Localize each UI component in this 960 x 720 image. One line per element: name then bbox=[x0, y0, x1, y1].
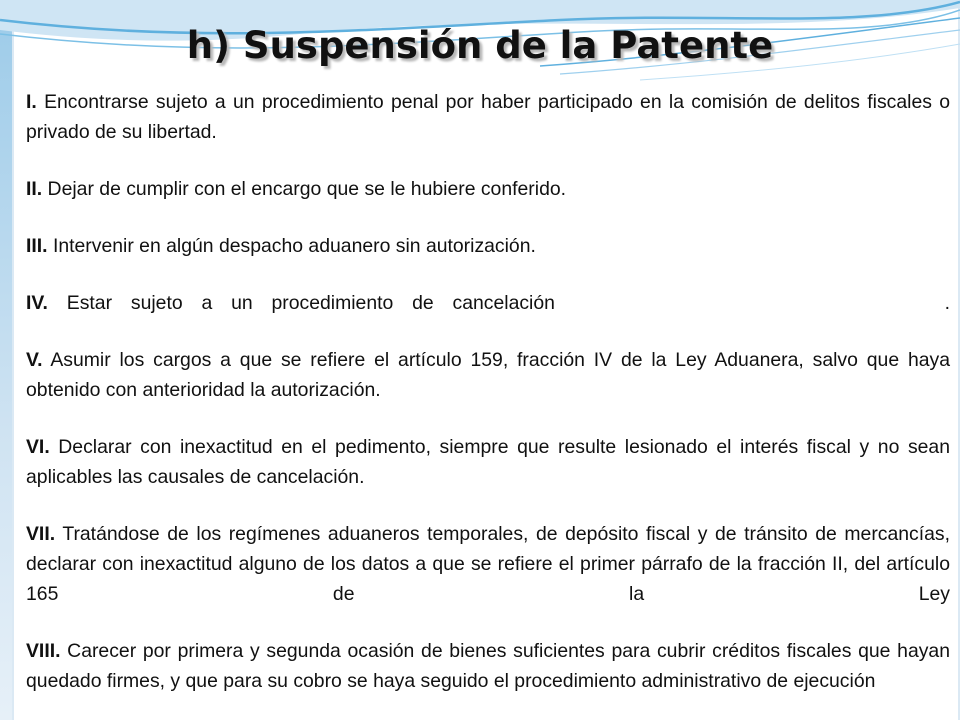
item-text: Encontrarse sujeto a un procedimiento penal por haber participado en la comisión de delitos fiscales o privado de su libertad. bbox=[26, 91, 950, 143]
item-number: VII. bbox=[26, 523, 56, 545]
item-number: VIII. bbox=[26, 640, 61, 662]
item-text: Carecer por primera y segunda ocasión de bienes suficientes para cubrir créditos fiscales que hayan quedado firmes, y que para su cobro se haya seguido el procedimiento administrativo de ejecución bbox=[26, 640, 950, 692]
list-item bbox=[26, 432, 950, 492]
list-item bbox=[26, 87, 950, 147]
list-item bbox=[26, 231, 950, 261]
item-text: Declarar con inexactitud en el pedimento, siempre que resulte lesionado el interés fiscal y no sean aplicables las causales de cancelación. bbox=[26, 436, 950, 488]
item-number: VI. bbox=[26, 436, 50, 458]
item-text: Tratándose de los regímenes aduaneros temporales, de depósito fiscal y de tránsito de mercancías, declarar con inexactitud alguno de los datos a que se refiere el primer párrafo de la fracción II, del artículo 165 de la Ley bbox=[26, 523, 950, 605]
item-number: V. bbox=[26, 349, 43, 371]
list-item bbox=[26, 519, 950, 609]
list-item bbox=[26, 345, 950, 405]
item-text: Dejar de cumplir con el encargo que se le hubiere conferido. bbox=[42, 178, 567, 200]
item-text: Estar sujeto a un procedimiento de cancelación bbox=[47, 292, 555, 314]
item-number: IV. bbox=[26, 292, 48, 314]
item-number: III. bbox=[26, 235, 48, 257]
slide-title: h) Suspensión de la Patente bbox=[186, 24, 774, 67]
item-tail: . bbox=[944, 292, 951, 314]
item-text: Intervenir en algún despacho aduanero sin autorización. bbox=[47, 235, 536, 257]
item-number: I. bbox=[26, 91, 37, 113]
list-item bbox=[26, 288, 950, 318]
list-item bbox=[26, 174, 950, 204]
list-item bbox=[26, 636, 950, 696]
item-text: Asumir los cargos a que se refiere el artículo 159, fracción IV de la Ley Aduanera, salvo que haya obtenido con anterioridad la autorización. bbox=[26, 349, 950, 401]
item-number: II. bbox=[26, 178, 43, 200]
item-list bbox=[26, 87, 950, 720]
